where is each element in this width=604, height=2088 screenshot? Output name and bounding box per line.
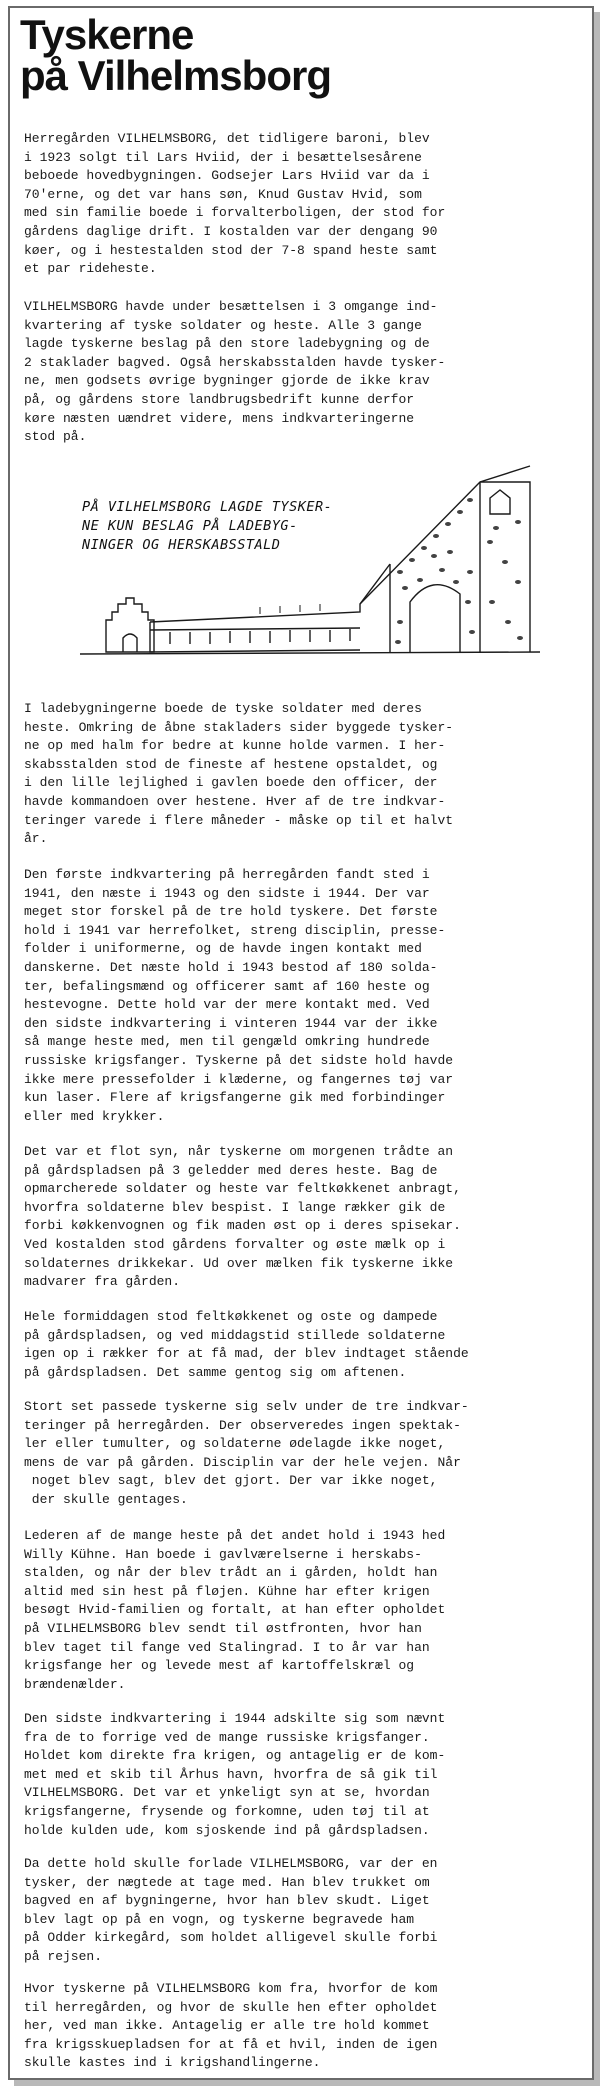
paragraph-line: ne, men godsets øvrige bygninger gjorde de ikke krav bbox=[24, 373, 430, 389]
paragraph-line: madvarer fra gården. bbox=[24, 1274, 181, 1290]
article-title bbox=[20, 11, 331, 99]
paragraph-line: altid med sin hest på fløjen. Kühne har efter krigen bbox=[24, 1583, 430, 1599]
paragraph-line: heste. Omkring de åbne stakladers sider byggede tysker- bbox=[24, 719, 454, 735]
paragraph-line: igen op i rækker for at få mad, der blev indtaget stående bbox=[24, 1346, 469, 1362]
paragraph-line: her, ved man ikke. Antagelig er alle tre hold kommet bbox=[24, 2018, 430, 2034]
paragraph-9 bbox=[24, 1710, 560, 1840]
paragraph-line: 70'erne, og det var hans søn, Knud Gustav Hvid, som bbox=[24, 186, 422, 202]
paragraph-line: Det var et flot syn, når tyskerne om morgenen trådte an bbox=[24, 1144, 454, 1159]
paragraph-line: der skulle gentages. bbox=[24, 1491, 188, 1507]
caption-line-1: PÅ VILHELMSBORG LAGDE TYSKER- bbox=[82, 499, 333, 515]
paragraph-line: kvartering af tyske soldater og heste. Alle 3 gange bbox=[24, 317, 422, 333]
paragraph-line: skabsstalden stod de fineste af hestene opstaldet, og bbox=[24, 756, 438, 772]
paragraph-line: skulle kastes ind i krigshandlingerne. bbox=[24, 2055, 321, 2071]
paragraph-line: ter, befalingsmænd og officerer samt af 160 heste og bbox=[24, 978, 430, 994]
paragraph-line: stalden, og når der blev trådt an i gården, holdt han bbox=[24, 1565, 438, 1581]
paragraph-line: køre næsten uændret videre, mens indkvarteringerne bbox=[24, 410, 415, 426]
paragraph-line: havde kommandoen over hestene. Hver af de tre indkvar- bbox=[24, 793, 446, 809]
paragraph-line: gårdens daglige drift. I kostalden var der dengang 90 bbox=[24, 223, 438, 239]
paragraph-line: danskerne. Det næste hold i 1943 bestod af 180 solda- bbox=[24, 959, 438, 975]
paragraph-1 bbox=[24, 130, 560, 279]
paragraph-line: VILHELMSBORG havde under besættelsen i 3 omgange ind- bbox=[24, 299, 438, 314]
paragraph-line: holde kulden ude, kom sjoskende ind på gårdspladsen. bbox=[24, 1822, 430, 1838]
paragraph-line: mens de var på gården. Disciplin var der hele vejen. Når bbox=[24, 1454, 461, 1470]
paragraph-line: fra krigsskuepladsen for at få et hvil, inden de igen bbox=[24, 2036, 438, 2052]
title-line-1: Tyskerne bbox=[20, 11, 194, 58]
paragraph-line: på gårdspladsen, og ved middagstid stillede soldaterne bbox=[24, 1327, 446, 1343]
paragraph-line: blev lagt op på en vogn, og tyskerne begravede ham bbox=[24, 1911, 415, 1927]
paragraph-line: lagde tyskerne beslag på den store ladebygning og de bbox=[24, 336, 430, 352]
paragraph-line: så mange heste med, men til gengæld omkring hundrede bbox=[24, 1034, 430, 1050]
paragraph-line: på gårdspladsen. Det samme gentog sig om aftenen. bbox=[24, 1364, 407, 1380]
caption-line-2: NE KUN BESLAG PÅ LADEBYG- bbox=[82, 518, 298, 534]
paragraph-line: ler eller tumulter, og soldaterne ødelagde ikke noget, bbox=[24, 1436, 446, 1452]
paragraph-line: teringer varede i flere måneder - måske op til et halvt bbox=[24, 812, 454, 828]
paragraph-5 bbox=[24, 1143, 560, 1292]
paragraph-line: hold i 1941 var herrefolket, streng disciplin, presse- bbox=[24, 922, 446, 938]
paragraph-line: på rejsen. bbox=[24, 1948, 103, 1964]
paragraph-line: besøgt Hvid-familien og fortalt, at han efter opholdet bbox=[24, 1602, 446, 1618]
paragraph-line: folder i uniformerne, og de havde ingen kontakt med bbox=[24, 941, 422, 957]
paragraph-8 bbox=[24, 1527, 560, 1694]
title-line-2: på Vilhelmsborg bbox=[20, 52, 331, 99]
paragraph-line: met med et skib til Århus havn, hvorfra de så gik til bbox=[24, 1766, 438, 1782]
paragraph-line: brændenælder. bbox=[24, 1676, 126, 1692]
paragraph-line: beboede hovedbygningen. Godsejer Lars Hviid var da i bbox=[24, 168, 430, 184]
paragraph-line: i den lille lejlighed i gavlen boede den officer, der bbox=[24, 775, 438, 791]
paragraph-line: køer, og i hestestalden stod der 7-8 spand heste samt bbox=[24, 242, 438, 258]
paragraph-line: på, og gårdens store landbrugsbedrift kunne derfor bbox=[24, 391, 415, 407]
paragraph-line: opmarcherede soldater og heste var feltkøkkenet anbragt, bbox=[24, 1181, 461, 1197]
paragraph-line: ne op med halm for bedre at kunne holde varmen. I her- bbox=[24, 738, 446, 754]
paragraph-line: krigsfangerne, frysende og forkomne, uden tøj til at bbox=[24, 1803, 430, 1819]
paragraph-4 bbox=[24, 866, 560, 1126]
paragraph-line: Herregården VILHELMSBORG, det tidligere baroni, blev bbox=[24, 131, 430, 146]
paragraph-line: fra de to forrige ved de mange russiske krigsfanger. bbox=[24, 1729, 430, 1745]
paragraph-line: Holdet kom direkte fra krigen, og antagelig er de kom- bbox=[24, 1748, 446, 1764]
paragraph-line: Lederen af de mange heste på det andet hold i 1943 hed bbox=[24, 1528, 446, 1543]
paragraph-line: med sin familie boede i forvalterboligen, der stod for bbox=[24, 205, 446, 221]
farm-buildings-drawing-icon bbox=[60, 452, 540, 684]
paragraph-line: på gårdspladsen på 3 geledder med deres heste. Bag de bbox=[24, 1162, 438, 1178]
paragraph-line: teringer på herregården. Der observeredes ingen spektak- bbox=[24, 1417, 461, 1433]
paragraph-line: Hele formiddagen stod feltkøkkenet og oste og dampede bbox=[24, 1309, 438, 1324]
paragraph-line: eller med krykker. bbox=[24, 1108, 165, 1124]
paragraph-line: russiske krigsfanger. Tyskerne på det sidste hold havde bbox=[24, 1052, 454, 1068]
paragraph-line: på VILHELMSBORG blev sendt til østfronten, hvor han bbox=[24, 1620, 422, 1636]
paragraph-line: 1941, den næste i 1943 og den sidste i 1944. Der var bbox=[24, 885, 430, 901]
paragraph-line: soldaternes drikkekar. Ud over mælken fik tyskerne ikke bbox=[24, 1255, 454, 1271]
paragraph-line: ikke mere pressefolder i klæderne, og fangernes tøj var bbox=[24, 1071, 454, 1087]
paragraph-6 bbox=[24, 1308, 560, 1382]
paragraph-line: Den første indkvartering på herregården fandt sted i bbox=[24, 867, 430, 882]
paragraph-line: år. bbox=[24, 831, 48, 847]
illustration-caption bbox=[82, 498, 332, 555]
paragraph-line: stod på. bbox=[24, 429, 87, 445]
paragraph-line: Willy Kühne. Han boede i gavlværelserne i herskabs- bbox=[24, 1546, 422, 1562]
paragraph-line: I ladebygningerne boede de tyske soldater med deres bbox=[24, 701, 422, 716]
paragraph-line: bagved en af bygningerne, hvor han blev skudt. Liget bbox=[24, 1893, 430, 1909]
paragraph-2 bbox=[24, 298, 560, 447]
paragraph-line: til herregården, og hvor de skulle hen efter opholdet bbox=[24, 1999, 438, 2015]
paragraph-line: VILHELMSBORG. Det var et ynkeligt syn at se, hvordan bbox=[24, 1785, 430, 1801]
paragraph-line: Ved kostalden stod gårdens forvalter og øste mælk op i bbox=[24, 1236, 446, 1252]
paragraph-line: hvorfra soldaterne blev bespist. I lange rækker gik de bbox=[24, 1199, 446, 1215]
paragraph-line: noget blev sagt, blev det gjort. Der var ikke noget, bbox=[24, 1473, 438, 1489]
paragraph-line: den sidste indkvartering i vinteren 1944 var der ikke bbox=[24, 1015, 438, 1031]
paragraph-10 bbox=[24, 1855, 560, 1967]
paragraph-line: Hvor tyskerne på VILHELMSBORG kom fra, hvorfor de kom bbox=[24, 1981, 438, 1996]
paragraph-line: tysker, der nægtede at tage med. Han blev trukket om bbox=[24, 1874, 430, 1890]
paragraph-line: i 1923 solgt til Lars Hviid, der i besættelsesårene bbox=[24, 149, 422, 165]
paragraph-7 bbox=[24, 1398, 560, 1510]
paragraph-line: et par rideheste. bbox=[24, 261, 157, 277]
paragraph-line: Da dette hold skulle forlade VILHELMSBORG, var der en bbox=[24, 1856, 438, 1871]
paragraph-line: kun laser. Flere af krigsfangerne gik med forbindinger bbox=[24, 1090, 446, 1106]
paragraph-line: forbi køkkenvognen og fik maden øst op i deres spisekar. bbox=[24, 1218, 461, 1234]
paragraph-line: Stort set passede tyskerne sig selv under de tre indkvar- bbox=[24, 1399, 469, 1414]
paragraph-line: hestevogne. Dette hold var der mere kontakt med. Ved bbox=[24, 997, 430, 1013]
paragraph-line: 2 staklader bagved. Også herskabsstalden havde tysker- bbox=[24, 354, 446, 370]
paragraph-line: på Odder kirkegård, som holdet alligevel skulle forbi bbox=[24, 1930, 438, 1946]
caption-line-3: NINGER OG HERSKABSSTALD bbox=[82, 537, 281, 553]
paragraph-line: krigsfange her og levede mest af kartoffelskræl og bbox=[24, 1658, 415, 1674]
paragraph-11 bbox=[24, 1980, 560, 2073]
paragraph-line: Den sidste indkvartering i 1944 adskilte sig som nævnt bbox=[24, 1711, 446, 1726]
paragraph-3 bbox=[24, 700, 560, 849]
paragraph-line: meget stor forskel på de tre hold tyskere. Det første bbox=[24, 904, 438, 920]
paragraph-line: blev taget til fange ved Stalingrad. I to år var han bbox=[24, 1639, 430, 1655]
